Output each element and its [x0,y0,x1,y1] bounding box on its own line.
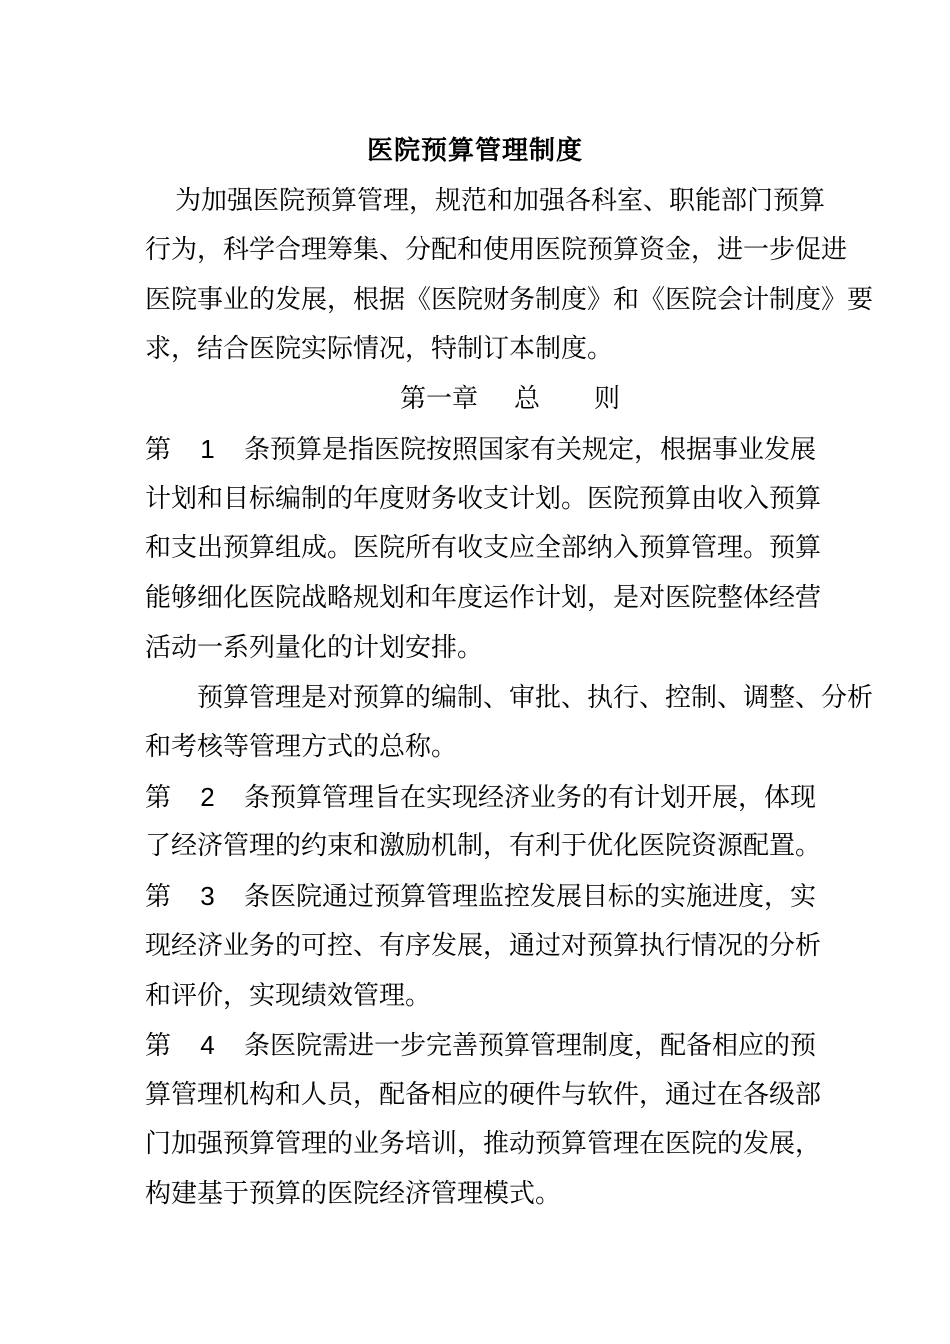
article-1-line: 计划和目标编制的年度财务收支计划。医院预算由收入预算 [145,484,822,514]
article-label: 第4条 [145,1030,270,1061]
intro-line: 行为，科学合理筹集、分配和使用医院预算资金，进一步促进 [145,235,848,265]
article-4-line: 门加强预算管理的业务培训，推动预算管理在医院的发展， [145,1129,822,1159]
article-2-line: 了经济管理的约束和激励机制，有利于优化医院资源配置。 [145,831,822,861]
article-label: 第1条 [145,434,270,465]
article-label: 第2条 [145,782,270,813]
intro-line: 求，结合医院实际情况，特制订本制度。 [145,334,614,364]
article-1-line [145,429,817,470]
article-3-line: 现经济业务的可控、有序发展，通过对预算执行情况的分析 [145,931,822,961]
article-1-line: 能够细化医院战略规划和年度运作计划，是对医院整体经营 [145,583,822,613]
article-3-line: 和评价，实现绩效管理。 [145,981,432,1011]
article-4-line [145,1025,817,1066]
article-1-line: 活动一系列量化的计划安排。 [145,633,484,663]
article-4-line: 构建基于预算的医院经济管理模式。 [145,1179,562,1209]
article-text: 预算管理旨在实现经济业务的有计划开展，体现 [270,783,817,813]
chapter-heading [400,379,620,419]
article-1-line: 和支出预算组成。医院所有收支应全部纳入预算管理。预算 [145,533,822,563]
article-text: 预算是指医院按照国家有关规定，根据事业发展 [270,435,817,465]
intro-line: 医院事业的发展，根据《医院财务制度》和《医院会计制度》要 [145,285,874,315]
article-1-extra-line: 和考核等管理方式的总称。 [145,732,458,762]
article-3-line [145,876,817,917]
chapter-number: 第一章 [400,384,479,414]
document-title: 医院预算管理制度 [366,136,583,166]
article-text: 医院需进一步完善预算管理制度，配备相应的预 [270,1031,817,1061]
article-text: 医院通过预算管理监控发展目标的实施进度，实 [270,882,817,912]
article-1-extra-line: 预算管理是对预算的编制、审批、执行、控制、调整、分析 [197,683,874,713]
article-4-line: 算管理机构和人员，配备相应的硬件与软件，通过在各级部 [145,1080,822,1110]
intro-line: 为加强医院预算管理，规范和加强各科室、职能部门预算 [175,186,826,216]
chapter-title-char: 总 [514,384,541,414]
article-2-line [145,777,817,818]
chapter-title-char: 则 [594,384,621,414]
article-label: 第3条 [145,881,270,912]
